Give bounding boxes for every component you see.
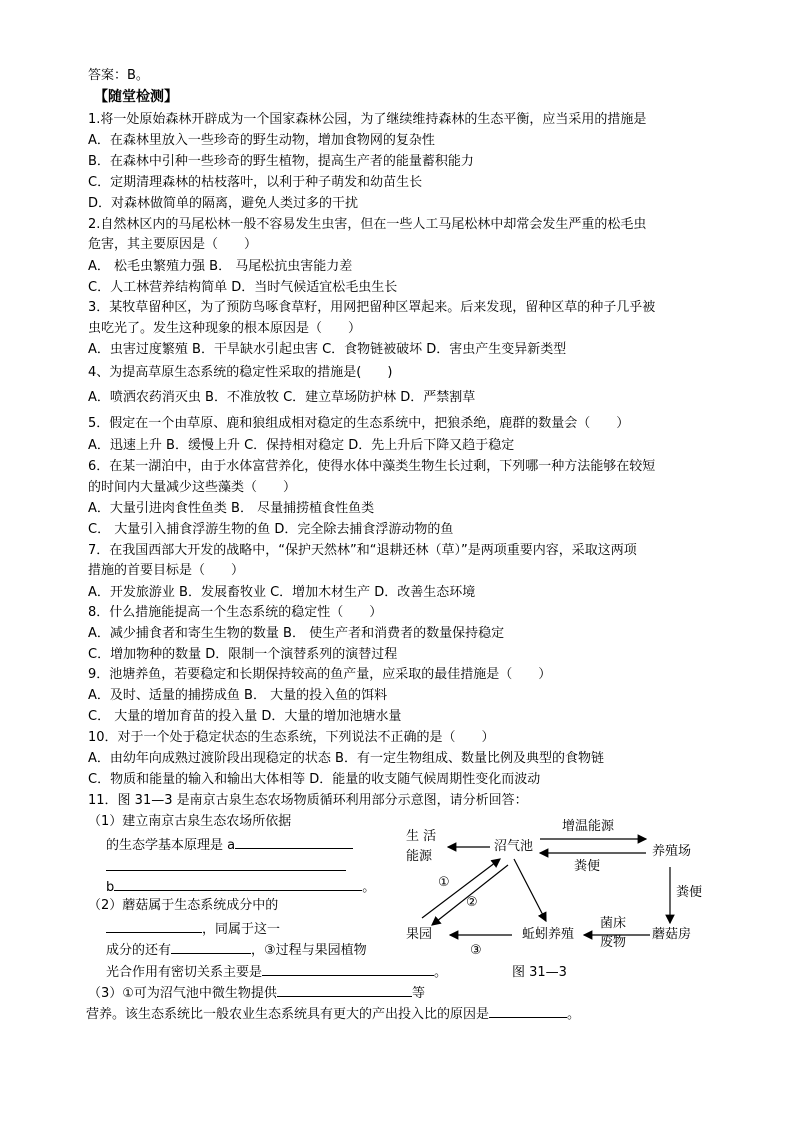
- node-life-energy-line1: 生 活: [406, 829, 437, 844]
- q11-part2-text3: ，③过程与果园植物: [251, 943, 367, 958]
- q7-stem-line2: 措施的首要目标是（ ）: [88, 563, 245, 578]
- node-orchard: 果园: [406, 927, 433, 942]
- q11-part2-text4: 光合作用有密切关系主要是: [106, 965, 263, 980]
- q11-part2-line3: [106, 939, 367, 959]
- node-life-energy-line2: 能源: [406, 849, 433, 864]
- q11-part1-line2: [106, 834, 353, 854]
- q11-part2-line4: [106, 961, 447, 981]
- q3-options: A．虫害过度繁殖 B．干旱缺水引起虫害 C．食物链被破坏 D．害虫产生变异新类型: [88, 342, 567, 357]
- q1-option-c: C．定期清理森林的枯枝落叶，以利于种子萌发和幼苗生长: [88, 175, 423, 190]
- q4-options: A．喷洒农药消灭虫 B．不准放牧 C．建立草场防护林 D．严禁割草: [88, 390, 476, 405]
- q11-part1-line4: [106, 876, 375, 896]
- q10-options-cd: C．物质和能量的输入和输出大体相等 D．能量的收支随气候周期性变化而波动: [88, 772, 541, 787]
- answer-line: 答案：B。: [88, 68, 149, 83]
- q11-part2-line2: [106, 918, 280, 938]
- answer-blank-same-component[interactable]: [171, 939, 251, 954]
- q6-options-cd: C． 大量引入捕食浮游生物的鱼 D．完全除去捕食浮游动物的鱼: [88, 522, 454, 537]
- q2-stem-line2: 危害，其主要原因是（ ）: [88, 237, 258, 252]
- arrow-orchard-to-biogas: [422, 859, 500, 918]
- q2-options-cd: C．人工林营养结构简单 D．当时气候适宜松毛虫生长: [88, 280, 398, 295]
- label-process-1: ①: [438, 875, 450, 890]
- q1-stem: 1.将一处原始森林开辟成为一个国家森林公园，为了继续维持森林的生态平衡，应当采用的措施是: [88, 112, 647, 127]
- label-manure-right: 粪便: [676, 885, 703, 900]
- q8-stem: 8．什么措施能提高一个生态系统的稳定性（ ）: [88, 605, 383, 620]
- label-mushroom-waste-line2: 废物: [600, 935, 627, 950]
- q7-stem-line1: 7．在我国西部大开发的战略中，“保护天然林”和“退耕还林（草）”是两项重要内容，采取这两项: [88, 543, 637, 558]
- q11-part1-prompt-b: b: [106, 880, 115, 895]
- q6-options-ab: A．大量引进肉食性鱼类 B． 尽量捕捞植食性鱼类: [88, 501, 375, 516]
- q5-stem: 5．假定在一个由草原、鹿和狼组成相对稳定的生态系统中，把狼杀绝，鹿群的数量会（ ）: [88, 416, 630, 431]
- answer-blank-component[interactable]: [106, 918, 202, 933]
- q1-option-d: D．对森林做简单的隔离，避免人类过多的干扰: [88, 196, 359, 211]
- q1-option-b: B．在森林中引种一些珍奇的野生植物，提高生产者的能量蓄积能力: [88, 154, 474, 169]
- q1-option-a: A．在森林里放入一些珍奇的野生动物，增加食物网的复杂性: [88, 133, 435, 148]
- q10-options-ab: A．由幼年向成熟过渡阶段出现稳定的状态 B．有一定生物组成、数量比例及典型的食物链: [88, 751, 604, 766]
- q11-part1-line1: （1）建立南京古泉生态农场所依据: [88, 814, 292, 829]
- q10-stem: 10．对于一个处于稳定状态的生态系统，下列说法不正确的是（ ）: [88, 730, 495, 745]
- node-mushroom-house: 蘑菇房: [652, 927, 692, 942]
- figure-caption: 图 31—3: [512, 965, 567, 980]
- q11-part3-line1: [88, 982, 425, 1002]
- label-process-2: ②: [466, 895, 478, 910]
- q3-stem-line2: 虫吃光了。发生这种现象的根本原因是（ ）: [88, 321, 362, 336]
- q9-stem: 9．池塘养鱼，若要稳定和长期保持较高的鱼产量，应采取的最佳措施是（ ）: [88, 667, 552, 682]
- q9-options-cd: C． 大量的增加育苗的投入量 D．大量的增加池塘水量: [88, 709, 402, 724]
- q11-part1-prompt-a: 的生态学基本原理是 a: [106, 838, 236, 853]
- q5-options: A．迅速上升 B．缓慢上升 C．保持相对稳定 D．先上升后下降又趋于稳定: [88, 438, 515, 453]
- q11-part2-line1: （2）蘑菇属于生态系统成分中的: [88, 898, 279, 913]
- q2-options-ab: A． 松毛虫繁殖力强 B． 马尾松抗虫害能力差: [88, 259, 353, 274]
- q4-stem: 4、为提高草原生态系统的稳定性采取的措施是( ): [88, 365, 393, 380]
- q6-stem-line1: 6．在某一湖泊中，由于水体富营养化，使得水体中藻类生物生长过剩，下列哪一种方法能够在较短: [88, 459, 656, 474]
- answer-blank-ratio-reason[interactable]: [489, 1003, 567, 1018]
- node-biogas: 沼气池: [494, 839, 534, 854]
- q11-part1-line3: [106, 856, 346, 876]
- period: 。: [434, 965, 448, 980]
- q9-options-ab: A．及时、适量的捕捞成鱼 B． 大量的投入鱼的饵料: [88, 688, 388, 703]
- node-farm: 养殖场: [652, 844, 692, 859]
- q2-stem-line1: 2.自然林区内的马尾松林一般不容易发生虫害，但在一些人工马尾松林中却常会发生严重的松毛虫: [88, 217, 647, 232]
- answer-blank-a-cont[interactable]: [106, 856, 346, 871]
- arrow-biogas-to-earthworm: [514, 859, 546, 921]
- q11-part3-text2: 等: [411, 986, 425, 1001]
- period: 。: [362, 880, 376, 895]
- q8-options-ab: A．减少捕食者和寄生生物的数量 B． 使生产者和消费者的数量保持稳定: [88, 626, 505, 641]
- q6-stem-line2: 的时间内大量减少这些藻类（ ）: [88, 480, 297, 495]
- q11-part3-line2: [86, 1003, 580, 1023]
- answer-blank-a[interactable]: [235, 834, 353, 849]
- answer-blank-nutrients[interactable]: [277, 982, 412, 997]
- q11-part2-text: ，同属于这一: [202, 922, 281, 937]
- q11-part3-text3: 营养。该生态系统比一般农业生态系统具有更大的产出投入比的原因是: [86, 1007, 490, 1022]
- diagram-arrows: [400, 815, 710, 985]
- answer-blank-b[interactable]: [114, 876, 362, 891]
- label-manure-top: 粪便: [574, 859, 601, 874]
- q11-part2-text2: 成分的还有: [106, 943, 172, 958]
- label-heat-energy: 增温能源: [562, 819, 615, 834]
- q3-stem-line1: 3．某牧草留种区，为了预防鸟啄食草籽，用网把留种区罩起来。后来发现，留种区草的种子几乎被: [88, 300, 656, 315]
- label-process-3: ③: [470, 943, 482, 958]
- q11-stem: 11．图 31—3 是南京古泉生态农场物质循环利用部分示意图，请分析回答：: [88, 793, 528, 808]
- q7-options: A．开发旅游业 B．发展畜牧业 C．增加木材生产 D．改善生态环境: [88, 585, 476, 600]
- q11-part3-text: （3）①可为沼气池中微生物提供: [88, 986, 277, 1001]
- material-cycle-diagram: [400, 815, 710, 985]
- period: 。: [567, 1007, 581, 1022]
- q8-options-cd: C．增加物种的数量 D．限制一个演替系列的演替过程: [88, 647, 398, 662]
- label-mushroom-waste-line1: 菌床: [600, 916, 627, 931]
- section-title: 【随堂检测】: [94, 89, 178, 105]
- node-earthworm: 蚯蚓养殖: [522, 927, 575, 942]
